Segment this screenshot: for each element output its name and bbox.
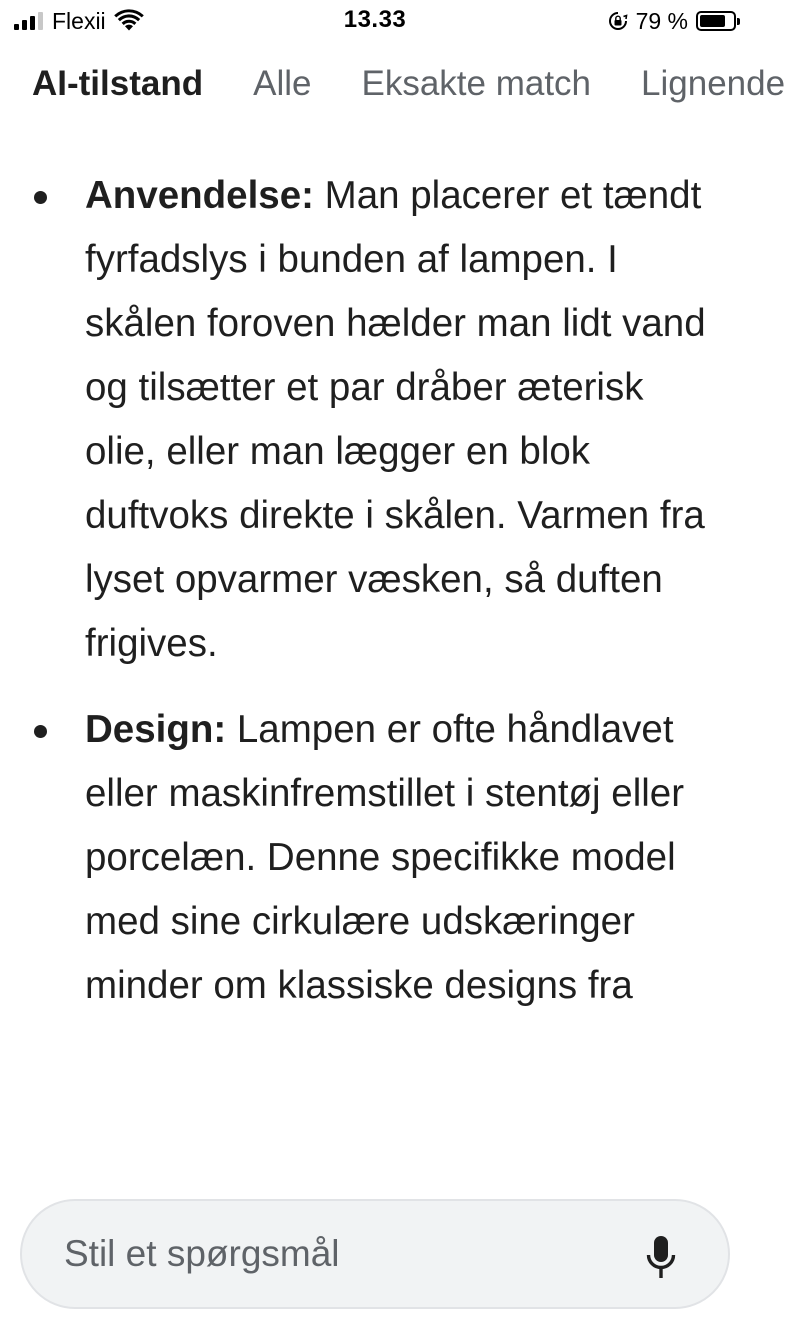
tab-3[interactable]: Lignende xyxy=(641,64,785,103)
battery-icon xyxy=(696,11,736,31)
battery-level-fill xyxy=(700,15,725,27)
rotation-lock-icon xyxy=(608,11,628,31)
status-bar xyxy=(0,0,750,40)
ai-answer-content xyxy=(0,132,750,1172)
search-mode-tabs xyxy=(32,64,785,104)
bullet-text: Man placerer et tændt fyrfadslys i bunden af lampen. I skålen foroven hælder man lidt vand og tilsætter et par dråber æterisk olie, eller man lægger en blok duftvoks direkte i skålen. Varmen fra lyset opvarmer væsken, så duften frigives. xyxy=(85,174,706,665)
bullet-text: Lampen er ofte håndlavet eller maskinfremstillet i stentøj eller porcelæn. Denne specifikke model med sine cirkulære udskæringer minder om klassiske designs fra xyxy=(85,708,685,1007)
carrier-name: Flexii xyxy=(52,7,106,34)
content-fade xyxy=(0,132,750,150)
tab-0[interactable]: AI-tilstand xyxy=(32,64,204,103)
tab-1[interactable]: Alle xyxy=(253,64,312,103)
answer-bullet-list xyxy=(0,164,750,1040)
ask-input[interactable] xyxy=(62,1232,606,1276)
answer-bullet-item xyxy=(0,164,750,676)
bullet-dot-icon xyxy=(34,725,47,738)
status-time: 13.33 xyxy=(343,6,407,33)
tab-2[interactable]: Eksakte match xyxy=(361,64,592,103)
answer-bullet-item xyxy=(0,698,750,1018)
bullet-dot-icon xyxy=(34,191,47,204)
battery-percentage: 79 % xyxy=(635,7,688,34)
microphone-icon[interactable] xyxy=(646,1235,676,1279)
bullet-term: Design: xyxy=(85,708,227,751)
ask-bar xyxy=(20,1199,730,1309)
battery-tip xyxy=(737,18,740,25)
bullet-term: Anvendelse: xyxy=(85,174,314,217)
status-right xyxy=(608,6,736,36)
